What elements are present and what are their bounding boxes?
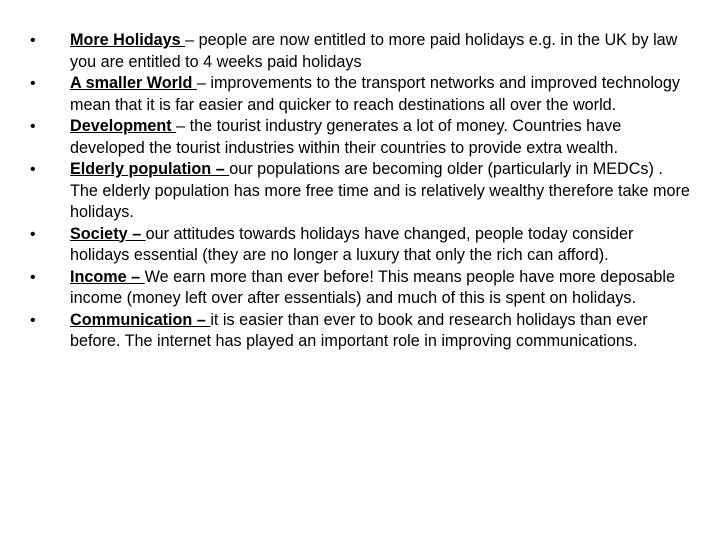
item-term: Society – [70, 224, 146, 243]
item-term: Communication – [70, 310, 211, 329]
bullet-icon: • [30, 225, 36, 243]
item-term: Elderly population – [70, 160, 230, 178]
bullet-icon: • [30, 161, 36, 178]
bullet-icon: • [30, 75, 36, 92]
item-term: More Holidays [70, 31, 186, 49]
list-item [30, 159, 690, 224]
list-item [30, 30, 690, 73]
list-item [30, 73, 690, 116]
item-term: Income – [70, 267, 145, 286]
list-item [30, 224, 690, 267]
item-term: A smaller World [70, 74, 197, 92]
item-text: – the tourist industry generates a lot of money. Countries have developed the tourist industries within their countries to provide extra wealth. [70, 117, 622, 157]
item-text: our attitudes towards holidays have changed, people today consider holidays essential (they are no longer a luxury that only the rich can afford). [70, 224, 634, 264]
bullet-list [30, 30, 690, 353]
item-text: We earn more than ever before! This means people have more deposable income (money left over after essentials) and much of this is spent on holidays. [70, 267, 675, 307]
list-item [30, 310, 690, 353]
bullet-icon: • [30, 268, 36, 286]
bullet-icon: • [30, 118, 36, 135]
bullet-icon: • [30, 311, 36, 329]
list-item [30, 267, 690, 310]
item-text: – people are now entitled to more paid holidays e.g. in the UK by law you are entitled to 4 weeks paid holidays [70, 31, 678, 71]
bullet-icon: • [30, 32, 36, 49]
item-text: – improvements to the transport networks and improved technology mean that it is far easier and quicker to reach destinations all over the world. [70, 74, 681, 114]
item-text: our populations are becoming older (particularly in MEDCs) . The elderly population has more free time and is relatively wealthy therefore take more holidays. [70, 160, 690, 221]
item-term: Development [70, 117, 177, 135]
list-item [30, 116, 690, 159]
item-text: it is easier than ever to book and research holidays than ever before. The internet has played an important role in improving communications. [70, 310, 648, 350]
